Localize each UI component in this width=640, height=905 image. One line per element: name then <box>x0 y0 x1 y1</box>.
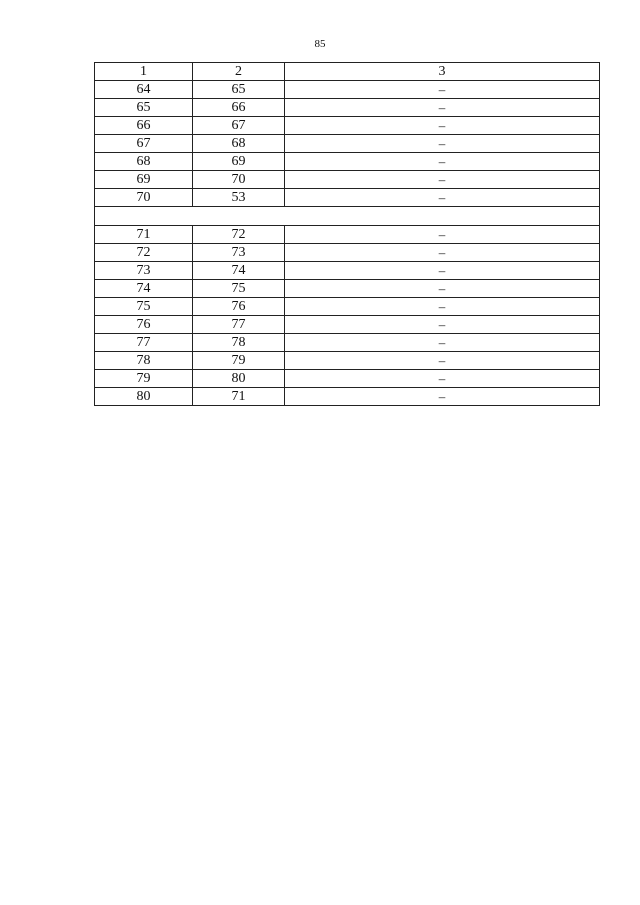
table-row <box>95 81 600 99</box>
table-cell-col-1: 77 <box>95 334 193 352</box>
table-cell-col-3: – <box>285 226 600 244</box>
table-cell-col-1: 79 <box>95 370 193 388</box>
header-cell-1: 1 <box>95 63 193 81</box>
header-row <box>95 63 600 81</box>
table-cell-col-2: 77 <box>193 316 285 334</box>
separator-row <box>95 207 600 226</box>
table-cell-col-2: 70 <box>193 171 285 189</box>
table-cell-col-3: – <box>285 316 600 334</box>
table-cell-col-2: 75 <box>193 280 285 298</box>
table-cell-col-2: 69 <box>193 153 285 171</box>
header-cell-3: 3 <box>285 63 600 81</box>
data-table <box>94 62 600 406</box>
table-cell-col-3: – <box>285 334 600 352</box>
table-body <box>95 63 600 406</box>
table-row <box>95 334 600 352</box>
header-cell-2: 2 <box>193 63 285 81</box>
table-cell-col-2: 80 <box>193 370 285 388</box>
table-cell-col-3: – <box>285 189 600 207</box>
table-row <box>95 262 600 280</box>
table-cell-col-3: – <box>285 244 600 262</box>
table-cell-col-2: 79 <box>193 352 285 370</box>
table-cell-col-2: 66 <box>193 99 285 117</box>
table-cell-col-3: – <box>285 153 600 171</box>
table-cell-col-3: – <box>285 352 600 370</box>
table-cell-col-3: – <box>285 171 600 189</box>
table-cell-col-1: 64 <box>95 81 193 99</box>
table-cell-col-1: 76 <box>95 316 193 334</box>
table-cell-col-2: 71 <box>193 388 285 406</box>
table-row <box>95 99 600 117</box>
table-cell-col-2: 72 <box>193 226 285 244</box>
table-cell-col-1: 80 <box>95 388 193 406</box>
table-row <box>95 189 600 207</box>
table-cell-col-1: 75 <box>95 298 193 316</box>
table-cell-col-1: 74 <box>95 280 193 298</box>
table-cell-col-3: – <box>285 370 600 388</box>
table-row <box>95 280 600 298</box>
table-row <box>95 388 600 406</box>
table-cell-col-1: 69 <box>95 171 193 189</box>
separator-cell <box>95 207 600 226</box>
table-cell-col-3: – <box>285 81 600 99</box>
table-row <box>95 171 600 189</box>
table-cell-col-1: 66 <box>95 117 193 135</box>
table-cell-col-2: 65 <box>193 81 285 99</box>
table-cell-col-1: 72 <box>95 244 193 262</box>
table-cell-col-2: 74 <box>193 262 285 280</box>
table-cell-col-1: 67 <box>95 135 193 153</box>
page-number: 85 <box>314 38 326 50</box>
table-cell-col-3: – <box>285 298 600 316</box>
table-row <box>95 244 600 262</box>
table-cell-col-3: – <box>285 99 600 117</box>
table-cell-col-2: 68 <box>193 135 285 153</box>
table-row <box>95 352 600 370</box>
table-cell-col-3: – <box>285 280 600 298</box>
table-row <box>95 316 600 334</box>
table-cell-col-3: – <box>285 135 600 153</box>
table-cell-col-2: 53 <box>193 189 285 207</box>
table-cell-col-2: 76 <box>193 298 285 316</box>
table-cell-col-3: – <box>285 117 600 135</box>
table-row <box>95 153 600 171</box>
table-row <box>95 298 600 316</box>
table-row <box>95 226 600 244</box>
table-cell-col-1: 65 <box>95 99 193 117</box>
table-cell-col-3: – <box>285 388 600 406</box>
table-cell-col-3: – <box>285 262 600 280</box>
table-cell-col-1: 73 <box>95 262 193 280</box>
table-cell-col-1: 78 <box>95 352 193 370</box>
table-cell-col-2: 73 <box>193 244 285 262</box>
table-row <box>95 370 600 388</box>
table-cell-col-1: 70 <box>95 189 193 207</box>
table-cell-col-1: 68 <box>95 153 193 171</box>
table-cell-col-2: 78 <box>193 334 285 352</box>
table-row <box>95 135 600 153</box>
table-cell-col-1: 71 <box>95 226 193 244</box>
table-row <box>95 117 600 135</box>
table-cell-col-2: 67 <box>193 117 285 135</box>
